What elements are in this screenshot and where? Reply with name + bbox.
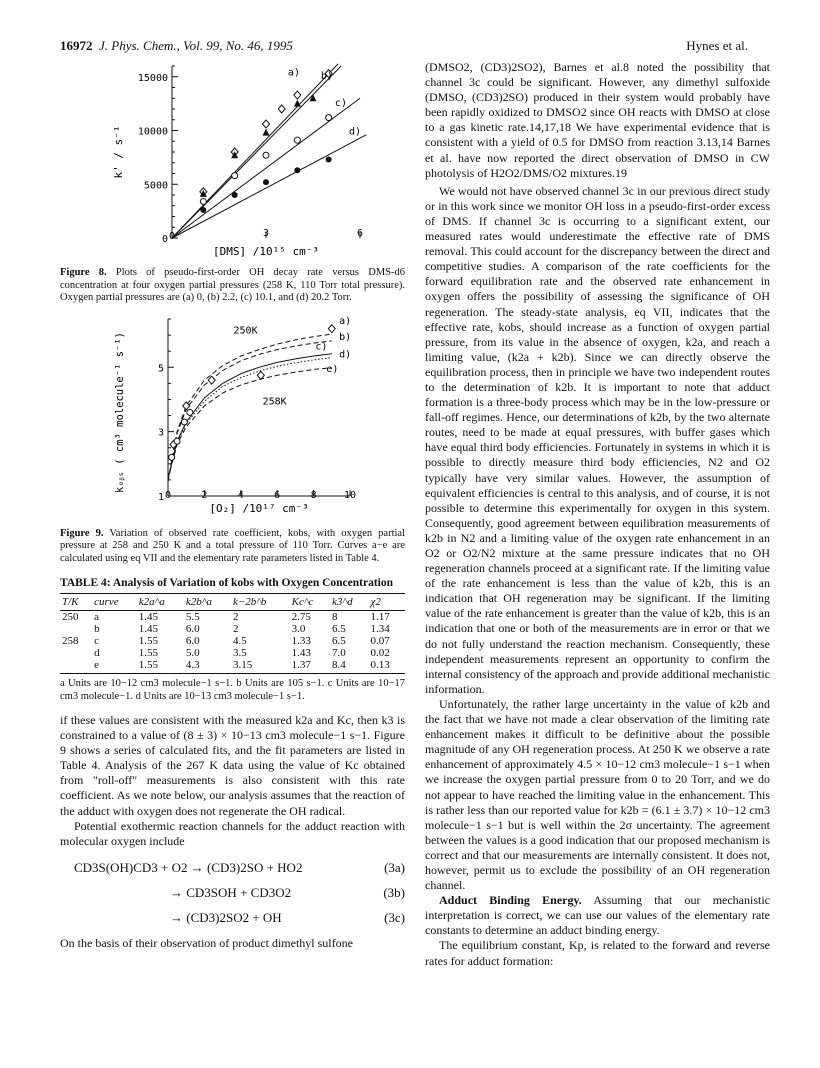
table-cell: 4.3 <box>184 659 231 674</box>
equation-3a <box>60 859 405 877</box>
data-point-diamond <box>294 91 301 99</box>
y-axis-label: kₒᵦₛ ( cm³ molecule⁻¹ s⁻¹) <box>114 331 126 493</box>
figure-9-caption <box>60 528 405 566</box>
data-point-open-circle <box>200 198 206 204</box>
table-4-col-header: Kc^c <box>290 594 330 611</box>
table-cell: 6.5 <box>332 623 346 635</box>
table-row <box>60 623 405 635</box>
series-label: e) <box>326 363 339 375</box>
series-line <box>172 135 366 238</box>
equation-3a-text: CD3S(OH)CD3 + O2 → (CD3)2SO + HO2 <box>74 859 303 875</box>
left-paragraph-3: On the basis of their observation of product dimethyl sulfone <box>60 935 353 950</box>
table-cell: 0.13 <box>369 659 405 674</box>
table-cell: 1.55 <box>138 635 159 647</box>
data-point-triangle <box>263 129 270 136</box>
series-curve <box>168 334 332 481</box>
data-point-diamond <box>328 324 335 332</box>
table-cell: 8.4 <box>330 659 368 674</box>
right-paragraph-5: The equilibrium constant, Kp, is related to the forward and reverse rates for adduct formation: <box>425 938 770 968</box>
table-cell <box>60 647 92 659</box>
table-cell: 1.55 <box>137 659 184 674</box>
data-point-open-circle <box>181 418 187 424</box>
equation-3c-text: → (CD3)2SO2 + OH <box>170 909 282 925</box>
x-tick-label: 6 <box>274 489 281 501</box>
figure-8-caption-text: Plots of pseudo-first-order OH decay rate versus DMS-d6 concentration at four oxygen partial pressures (258 K, 110 Torr total pressure). Oxygen partial pressures are (a) 0, (b) 2.2, (c) 10.1, and (d) 20.2 Torr. <box>60 267 406 303</box>
equation-3a-number: (3a) <box>384 859 405 875</box>
table-cell: 6.5 <box>332 635 346 647</box>
table-cell: 3.5 <box>232 647 247 659</box>
y-axis-label: k' / s⁻¹ <box>112 125 125 179</box>
left-column <box>60 60 405 951</box>
table-4-title: TABLE 4: Analysis of Variation of kobs with Oxygen Concentration <box>60 577 394 589</box>
data-point-filled-circle <box>232 192 238 198</box>
table-cell: c <box>94 635 100 647</box>
y-tick-label: 10000 <box>137 126 168 138</box>
table-4-header-row <box>60 594 405 611</box>
table-cell: 250 <box>62 611 79 623</box>
page-header-author: Hynes et al. <box>686 38 748 53</box>
table-4 <box>60 593 405 674</box>
table-cell: 1.43 <box>291 647 311 659</box>
x-tick-label: 3 <box>262 228 270 239</box>
equation-3c <box>60 909 405 927</box>
series-label: a) <box>339 315 352 327</box>
series-label: d) <box>339 349 352 361</box>
data-point-filled-circle <box>200 207 206 213</box>
data-point-filled-circle <box>326 157 332 163</box>
figure-9-caption-text: Variation of observed rate coefficient, kobs, with oxygen partial pressure at 258 and 250 K and a total pressure of 110 Torr. Curves a−e are calculated using eq VII and the elementary rate parameters listed in Table 4. <box>60 527 405 564</box>
series-label: c) <box>315 341 328 353</box>
table-cell: 4.5 <box>232 635 247 647</box>
x-tick-label: 0 <box>164 489 172 501</box>
data-point-open-circle <box>187 409 193 415</box>
equation-3b-text: → CD3SOH + CD3O2 <box>170 884 292 900</box>
x-tick-label: 6 <box>356 228 364 239</box>
table-cell: 7.0 <box>332 647 346 659</box>
table-cell: 5.5 <box>185 611 200 623</box>
page-number: 16972 <box>60 38 93 53</box>
x-tick-label: 10 <box>343 489 357 501</box>
x-axis-label: [DMS] /10¹⁵ cm⁻³ <box>213 245 319 258</box>
x-tick-label: 8 <box>310 489 317 501</box>
table-4-col-header: curve <box>92 594 137 611</box>
table-cell: 2 <box>232 611 239 623</box>
table-cell: 2 <box>232 623 239 635</box>
y-tick-label: 1 <box>157 491 164 503</box>
y-tick-label: 3 <box>157 427 164 439</box>
table-cell: 1.17 <box>370 611 390 623</box>
data-point-diamond <box>208 376 215 384</box>
series-line <box>172 98 360 238</box>
table-row <box>60 635 405 647</box>
data-point-open-circle <box>263 152 269 158</box>
series-label: c) <box>334 97 347 109</box>
data-point-diamond <box>263 120 270 128</box>
data-point-open-circle <box>169 454 175 460</box>
table-4-col-header: k3^d <box>330 594 368 611</box>
table-cell: a <box>94 611 100 623</box>
figure-8-caption <box>60 267 405 305</box>
table-cell: 1.45 <box>138 623 159 635</box>
data-point-diamond <box>278 105 285 113</box>
table-row <box>60 647 405 659</box>
data-point-triangle <box>294 100 301 107</box>
table-cell: 0.02 <box>370 647 390 659</box>
y-tick-label: 5000 <box>143 180 168 192</box>
table-cell: e <box>92 659 137 674</box>
table-4-body <box>60 611 405 674</box>
table-cell: 1.37 <box>290 659 330 674</box>
table-cell: 8 <box>332 611 338 623</box>
x-axis-label: [O₂] /10¹⁷ cm⁻³ <box>209 501 309 515</box>
table-cell: d <box>94 647 100 659</box>
right-paragraph-1: (DMSO2, (CD3)2SO2), Barnes et al.8 noted the possibility that channel 3c could be significant. However, any dimethyl sulfoxide (DMSO, (CD3)2SO) produced in their system would probably have been rapidly oxidized to DMSO2 since OH reacts with DMSO at close to a gas kinetic rate.14,17,18 We have experimental evidence that is consistent with a yield of 0.5 for DMSO from reaction 3.13,14 Barnes et al. have now reported the direct observation of DMSO in CW photolysis of H2O2/DMS/O2 mixtures.19 <box>425 60 770 180</box>
right-paragraph-4 <box>425 893 770 938</box>
series-curve <box>168 367 332 478</box>
series-label: b) <box>320 70 333 82</box>
x-tick-label: 4 <box>237 489 244 501</box>
table-row <box>60 611 405 624</box>
table-cell: 258 <box>62 635 79 647</box>
series-label: b) <box>339 331 352 343</box>
table-cell: 3.15 <box>231 659 290 674</box>
table-cell: 0.07 <box>370 635 390 647</box>
reaction-equations <box>60 859 405 927</box>
right-paragraph-3: Unfortunately, the rather large uncertainty in the value of k2b and the fact that we have not made a clear observation of the limiting rate enhancement makes it difficult to be definitive about the possible magnitude of any OH regeneration process. At 250 K we observe a rate enhancement of approximately 4.5 × 10−12 cm3 molecule−1 s−1 when we increase the oxygen partial pressure from 0 to 20 Torr, and we do not appear to have reached the limiting value in the enhancement. This is rather less than our reported value for k2b = (6.1 ± 3.7) × 10−12 cm3 molecule−1 s−1 but is well within the 2σ uncertainty. The agreement between the values is a good indication that our proposed mechanism is correct and that our measurements are internally consistent. It does not, however, permit us to exclude the possibility of an OH regeneration channel. <box>425 696 770 893</box>
table-4-col-header: k−2b^b <box>231 594 290 611</box>
section-heading-adduct-binding-energy: Adduct Binding Energy. <box>439 893 582 908</box>
figure-8-chart <box>60 60 405 260</box>
left-paragraph-2: Potential exothermic reaction channels for the adduct reaction with molecular oxygen include <box>60 818 405 848</box>
table-cell: 2.75 <box>291 611 311 623</box>
equation-3b <box>60 884 405 902</box>
left-paragraph-1: if these values are consistent with the measured k2a and Kc, then k3 is constrained to a value of (8 ± 3) × 10−13 cm3 molecule−1 s−1. Figure 9 shows a series of calculated fits, and the fit parameters are listed in Table 4. Analysis of the 267 K data using the value of Kc obtained from "roll-off" measurements is also consistent with this rate coefficient. As we note below, our analysis assumes that the reaction of the adduct with oxygen does not regenerate the OH radical. <box>60 713 405 818</box>
table-cell <box>60 659 92 674</box>
data-point-open-circle <box>232 173 238 179</box>
data-point-open-circle <box>326 115 332 121</box>
table-cell: b <box>94 623 100 635</box>
table-4-col-header: χ2 <box>369 594 405 611</box>
table-cell: 6.0 <box>185 623 200 635</box>
annotation-258K: 258K <box>262 395 287 407</box>
table-cell: 1.34 <box>370 623 390 635</box>
table-row <box>60 659 405 674</box>
annotation-250K: 250K <box>233 324 258 336</box>
y-tick-label: 15000 <box>137 72 168 84</box>
series-label: a) <box>287 67 300 79</box>
figure-8-caption-label: Figure 8. <box>60 267 107 278</box>
figure-9-chart <box>60 311 405 521</box>
journal-citation: J. Phys. Chem., Vol. 99, No. 46, 1995 <box>99 38 293 53</box>
series-line <box>172 66 341 238</box>
x-tick-label: 0 <box>168 231 176 242</box>
table-cell: 6.0 <box>185 635 200 647</box>
table-4-col-header: k2b^a <box>184 594 231 611</box>
series-curve <box>168 357 332 478</box>
equation-3b-number: (3b) <box>383 884 405 900</box>
table-cell: 1.33 <box>291 635 311 647</box>
equation-3c-number: (3c) <box>384 909 405 925</box>
table-cell: 1.45 <box>138 611 159 623</box>
series-line <box>172 64 338 238</box>
table-4-col-header: k2a^a <box>137 594 184 611</box>
series-label: d) <box>349 126 362 138</box>
data-point-open-circle <box>294 137 300 143</box>
table-cell: 3.0 <box>291 623 306 635</box>
right-column <box>425 60 770 969</box>
figure-9-caption-label: Figure 9. <box>60 527 104 539</box>
y-tick-label: 0 <box>161 234 168 245</box>
data-point-filled-circle <box>263 179 269 185</box>
right-paragraph-4-text: Assuming that our mechanistic interpretation is correct, we can use our values of the elementary rate constants to determine an adduct binding energy. <box>425 893 770 938</box>
right-paragraph-2: We would not have observed channel 3c in our previous direct study or in this work since we monitor OH loss in a pseudo-first-order excess of DMS. If channel 3c is occurring to a significant extent, our measured rates would underestimate the effective rate of DMS removal. This could account for the discrepancy between the direct and competitive studies. A comparison of the rate coefficients for the forward equilibration rate and the observed rate enhancement in oxygen offers the possibility of assessing the significance of OH regeneration. The steady-state analysis, eq VII, indicates that the effective rate, kobs, should increase as a function of oxygen partial pressure, from its value in the absence of oxygen, k2a, and reach a limiting value, (k2a + k2b). Since we can directly observe the equilibration process, then in principle we have two independent routes to the determination of k2b. It is important to note that adduct formation is a three-body process which may be in the low-pressure or fall-off regimes. Hence, our determinations of k2b, by the two alternate routes, need to be made at equal pressures, with buffer gases which have equal third body efficiencies. Fortunately in systems in which it is possible to directly measure third body efficiencies, N2 and O2 typically have very similar values. However, the assumption of equivalent efficiencies is central to this analysis, and of course, it is not possible to determine this experimentally for oxygen in this system. Consequently, good agreement between equilibration measurements of k2b in N2 and a limiting value of the oxygen rate enhancement in an O2 or O2/N2 mixture at the same pressure indicates that no OH regeneration channels proceed at a significant rate. If the limiting value of the rate enhancement is less than the value of k2b, this is an indication that OH regeneration may be significant. If the limiting value of the rate enhancement is greater than the value of k2b, this is an indication that one or both of the measurements are in error or that we do not fully understand the reaction mechanism. Consequently, these independent measurements represent an opportunity to confirm the internal consistency of the approach and provide additional mechanistic information. <box>425 183 770 696</box>
data-point-filled-circle <box>294 167 300 173</box>
y-tick-label: 5 <box>157 362 164 374</box>
x-tick-label: 2 <box>201 489 208 501</box>
table-4-footnote: a Units are 10−12 cm3 molecule−1 s−1. b Units are 105 s−1. c Units are 10−17 cm3 molecule−1. d Units are 10−13 cm3 molecule−1 s−1. <box>60 678 405 702</box>
table-cell: 1.55 <box>138 647 159 659</box>
table-cell: 5.0 <box>185 647 200 659</box>
page-header-left <box>60 38 293 54</box>
table-cell <box>60 623 92 635</box>
table-4-col-header: T/K <box>60 594 92 611</box>
data-point-open-circle <box>174 438 180 444</box>
